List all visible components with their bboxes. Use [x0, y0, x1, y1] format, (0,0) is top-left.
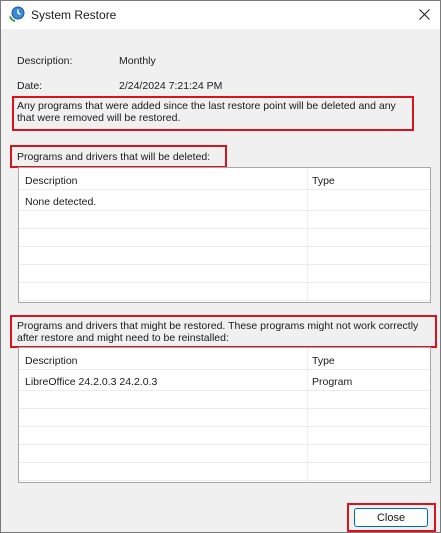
row-description: LibreOffice 24.2.0.3 24.2.0.3	[25, 376, 158, 388]
deleted-heading: Programs and drivers that will be deleted:	[17, 151, 211, 163]
close-x-icon[interactable]	[412, 3, 436, 25]
empty-row	[19, 463, 430, 481]
system-restore-icon	[9, 6, 25, 22]
empty-row	[19, 211, 430, 229]
empty-row	[19, 391, 430, 409]
empty-row	[19, 427, 430, 445]
date-value: 2/24/2024 7:21:24 PM	[119, 80, 223, 92]
column-header-description[interactable]: Description	[25, 175, 78, 187]
column-header-type[interactable]: Type	[312, 355, 335, 367]
empty-row	[19, 247, 430, 265]
description-value: Monthly	[119, 55, 156, 67]
row-type: Program	[312, 376, 353, 388]
close-button[interactable]: Close	[354, 508, 428, 527]
restored-programs-table[interactable]	[18, 347, 431, 483]
title-bar[interactable]	[1, 1, 440, 29]
empty-row	[19, 229, 430, 247]
empty-row	[19, 265, 430, 283]
restored-heading: Programs and drivers that might be restored. These programs might not work correctly after restore and might need to be reinstalled:	[17, 320, 419, 344]
empty-row	[19, 283, 430, 301]
column-header-description[interactable]: Description	[25, 355, 78, 367]
restore-notice: Any programs that were added since the last restore point will be deleted and any that were removed will be restored.	[17, 100, 396, 124]
table-header	[19, 352, 430, 370]
table-header	[19, 172, 430, 190]
empty-row	[19, 409, 430, 427]
table-row[interactable]	[19, 373, 430, 391]
description-label: Description:	[17, 55, 73, 67]
deleted-programs-table[interactable]	[18, 167, 431, 303]
window-title: System Restore	[31, 8, 117, 22]
row-description: None detected.	[25, 196, 97, 208]
column-header-type[interactable]: Type	[312, 175, 335, 187]
empty-row	[19, 445, 430, 463]
table-row[interactable]	[19, 193, 430, 211]
date-label: Date:	[17, 80, 43, 92]
